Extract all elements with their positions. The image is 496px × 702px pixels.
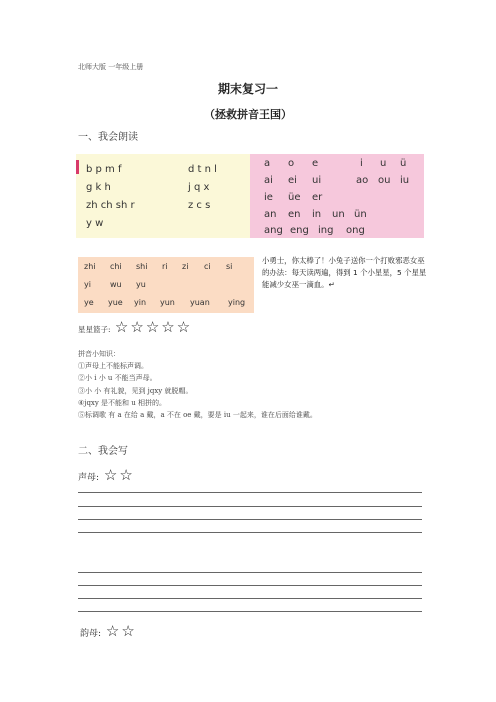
page-title: 期末复习一 [217, 82, 278, 96]
section-heading-reading: 一、我会朗读 [78, 132, 138, 143]
consonant-row-1a: b p m f [86, 164, 122, 175]
vowel-un: un [332, 209, 345, 220]
tip-item: ④jqxy 是不能和 u 相拼的。 [78, 398, 167, 407]
star-icon: ☆ [176, 318, 191, 336]
star-icon: ☆ [145, 318, 160, 336]
syllable-si: si [226, 262, 233, 271]
syllable-ci: ci [204, 262, 211, 271]
vowel-iu: iu [400, 175, 410, 186]
tip-item: ③小 小 有礼貌，见到 jqxy 就脱帽。 [78, 386, 193, 395]
vowel-ve: üe [288, 192, 301, 203]
shengmu-row [78, 466, 133, 484]
star-basket [78, 318, 190, 336]
vowel-ou: ou [378, 175, 391, 186]
writing-line [78, 611, 422, 612]
vowel-ie: ie [264, 192, 273, 203]
writing-line [78, 506, 422, 507]
star-basket-stars [113, 318, 191, 336]
vowel-i: i [360, 158, 363, 169]
vowel-ong: ong [346, 225, 365, 236]
vowel-u: u [380, 158, 387, 169]
yunmu-row [80, 622, 135, 640]
vowel-ui: ui [312, 175, 322, 186]
page-subtitle: （拯救拼音王国） [204, 108, 292, 121]
writing-line [78, 572, 422, 573]
syllable-shi: shi [136, 262, 148, 271]
star-icon: ☆ [161, 318, 175, 336]
consonant-row-2b: j q x [188, 182, 210, 193]
vowel-o: o [288, 158, 295, 169]
syllable-ying: ying [228, 298, 246, 307]
consonant-row-4a: y w [86, 218, 104, 229]
syllable-yi: yi [84, 280, 91, 289]
pinyin-tips [78, 348, 317, 421]
vowel-er: er [312, 192, 323, 203]
vowel-eng: eng [290, 225, 309, 236]
syllable-zi: zi [182, 262, 189, 271]
star-icon: ☆ [121, 622, 135, 640]
syllable-yu: yu [136, 280, 146, 289]
writing-line [78, 519, 422, 520]
star-icon: ☆ [114, 318, 129, 336]
tip-item: ②小 i 小 u 不能当声母。 [78, 374, 157, 383]
syllable-yuan: yuan [190, 298, 210, 307]
vowel-ang: ang [264, 225, 283, 236]
tips-title: 拼音小知识： [78, 350, 120, 358]
consonant-row-3a: zh ch sh r [86, 200, 135, 211]
vowel-ing: ing [318, 225, 334, 236]
consonant-row-3b: z c s [188, 200, 211, 211]
book-header: 北师大版 一年级上册 [78, 63, 144, 71]
vowel-v: ü [400, 158, 407, 169]
yunmu-stars [104, 622, 135, 640]
vowel-e: e [312, 158, 319, 169]
star-icon: ☆ [119, 466, 133, 484]
vowel-an: an [264, 209, 277, 220]
writing-line [78, 492, 422, 493]
writing-line [78, 585, 422, 586]
star-basket-label: 星星篮子: [78, 325, 111, 334]
syllable-yun: yun [160, 298, 175, 307]
vowel-a: a [264, 158, 271, 169]
consonant-row-2a: g k h [86, 182, 111, 193]
syllable-ye: ye [84, 298, 94, 307]
vowel-ei: ei [288, 175, 297, 186]
box-marker [76, 160, 79, 174]
syllable-yin: yin [134, 298, 147, 307]
syllable-ri: ri [162, 262, 168, 271]
syllable-yue: yue [108, 298, 123, 307]
shengmu-label: 声母: [78, 473, 100, 483]
syllable-zhi: zhi [84, 262, 96, 271]
consonant-row-1b: d t n l [188, 164, 217, 175]
vowel-ai: ai [264, 175, 273, 186]
syllable-wu: wu [110, 280, 122, 289]
vowel-vn: ün [354, 209, 367, 220]
syllable-chi: chi [110, 262, 122, 271]
shengmu-stars [102, 466, 133, 484]
section-heading-writing: 二、我会写 [78, 446, 128, 457]
writing-line [78, 598, 422, 599]
tip-item: ①声母上不能标声调。 [78, 362, 148, 371]
star-icon: ☆ [105, 622, 120, 640]
encouragement-note: 小勇士，你太棒了！小兔子送你一个打败邪恶女巫的办法：每天读两遍，得到 1 个小星星，5 个星星能减少女巫一滴血。↵ [262, 256, 427, 289]
vowel-ao: ao [356, 175, 369, 186]
writing-line [78, 532, 422, 533]
yunmu-label: 韵母: [80, 629, 102, 639]
star-icon: ☆ [103, 466, 118, 484]
tip-item: ⑤标调歌 有 a 在给 a 戴，a 不在 oe 戴，要是 iu 一起来，谁在后面给谁戴。 [78, 411, 317, 420]
star-icon: ☆ [130, 318, 144, 336]
vowel-en: en [288, 209, 301, 220]
vowel-in: in [312, 209, 322, 220]
